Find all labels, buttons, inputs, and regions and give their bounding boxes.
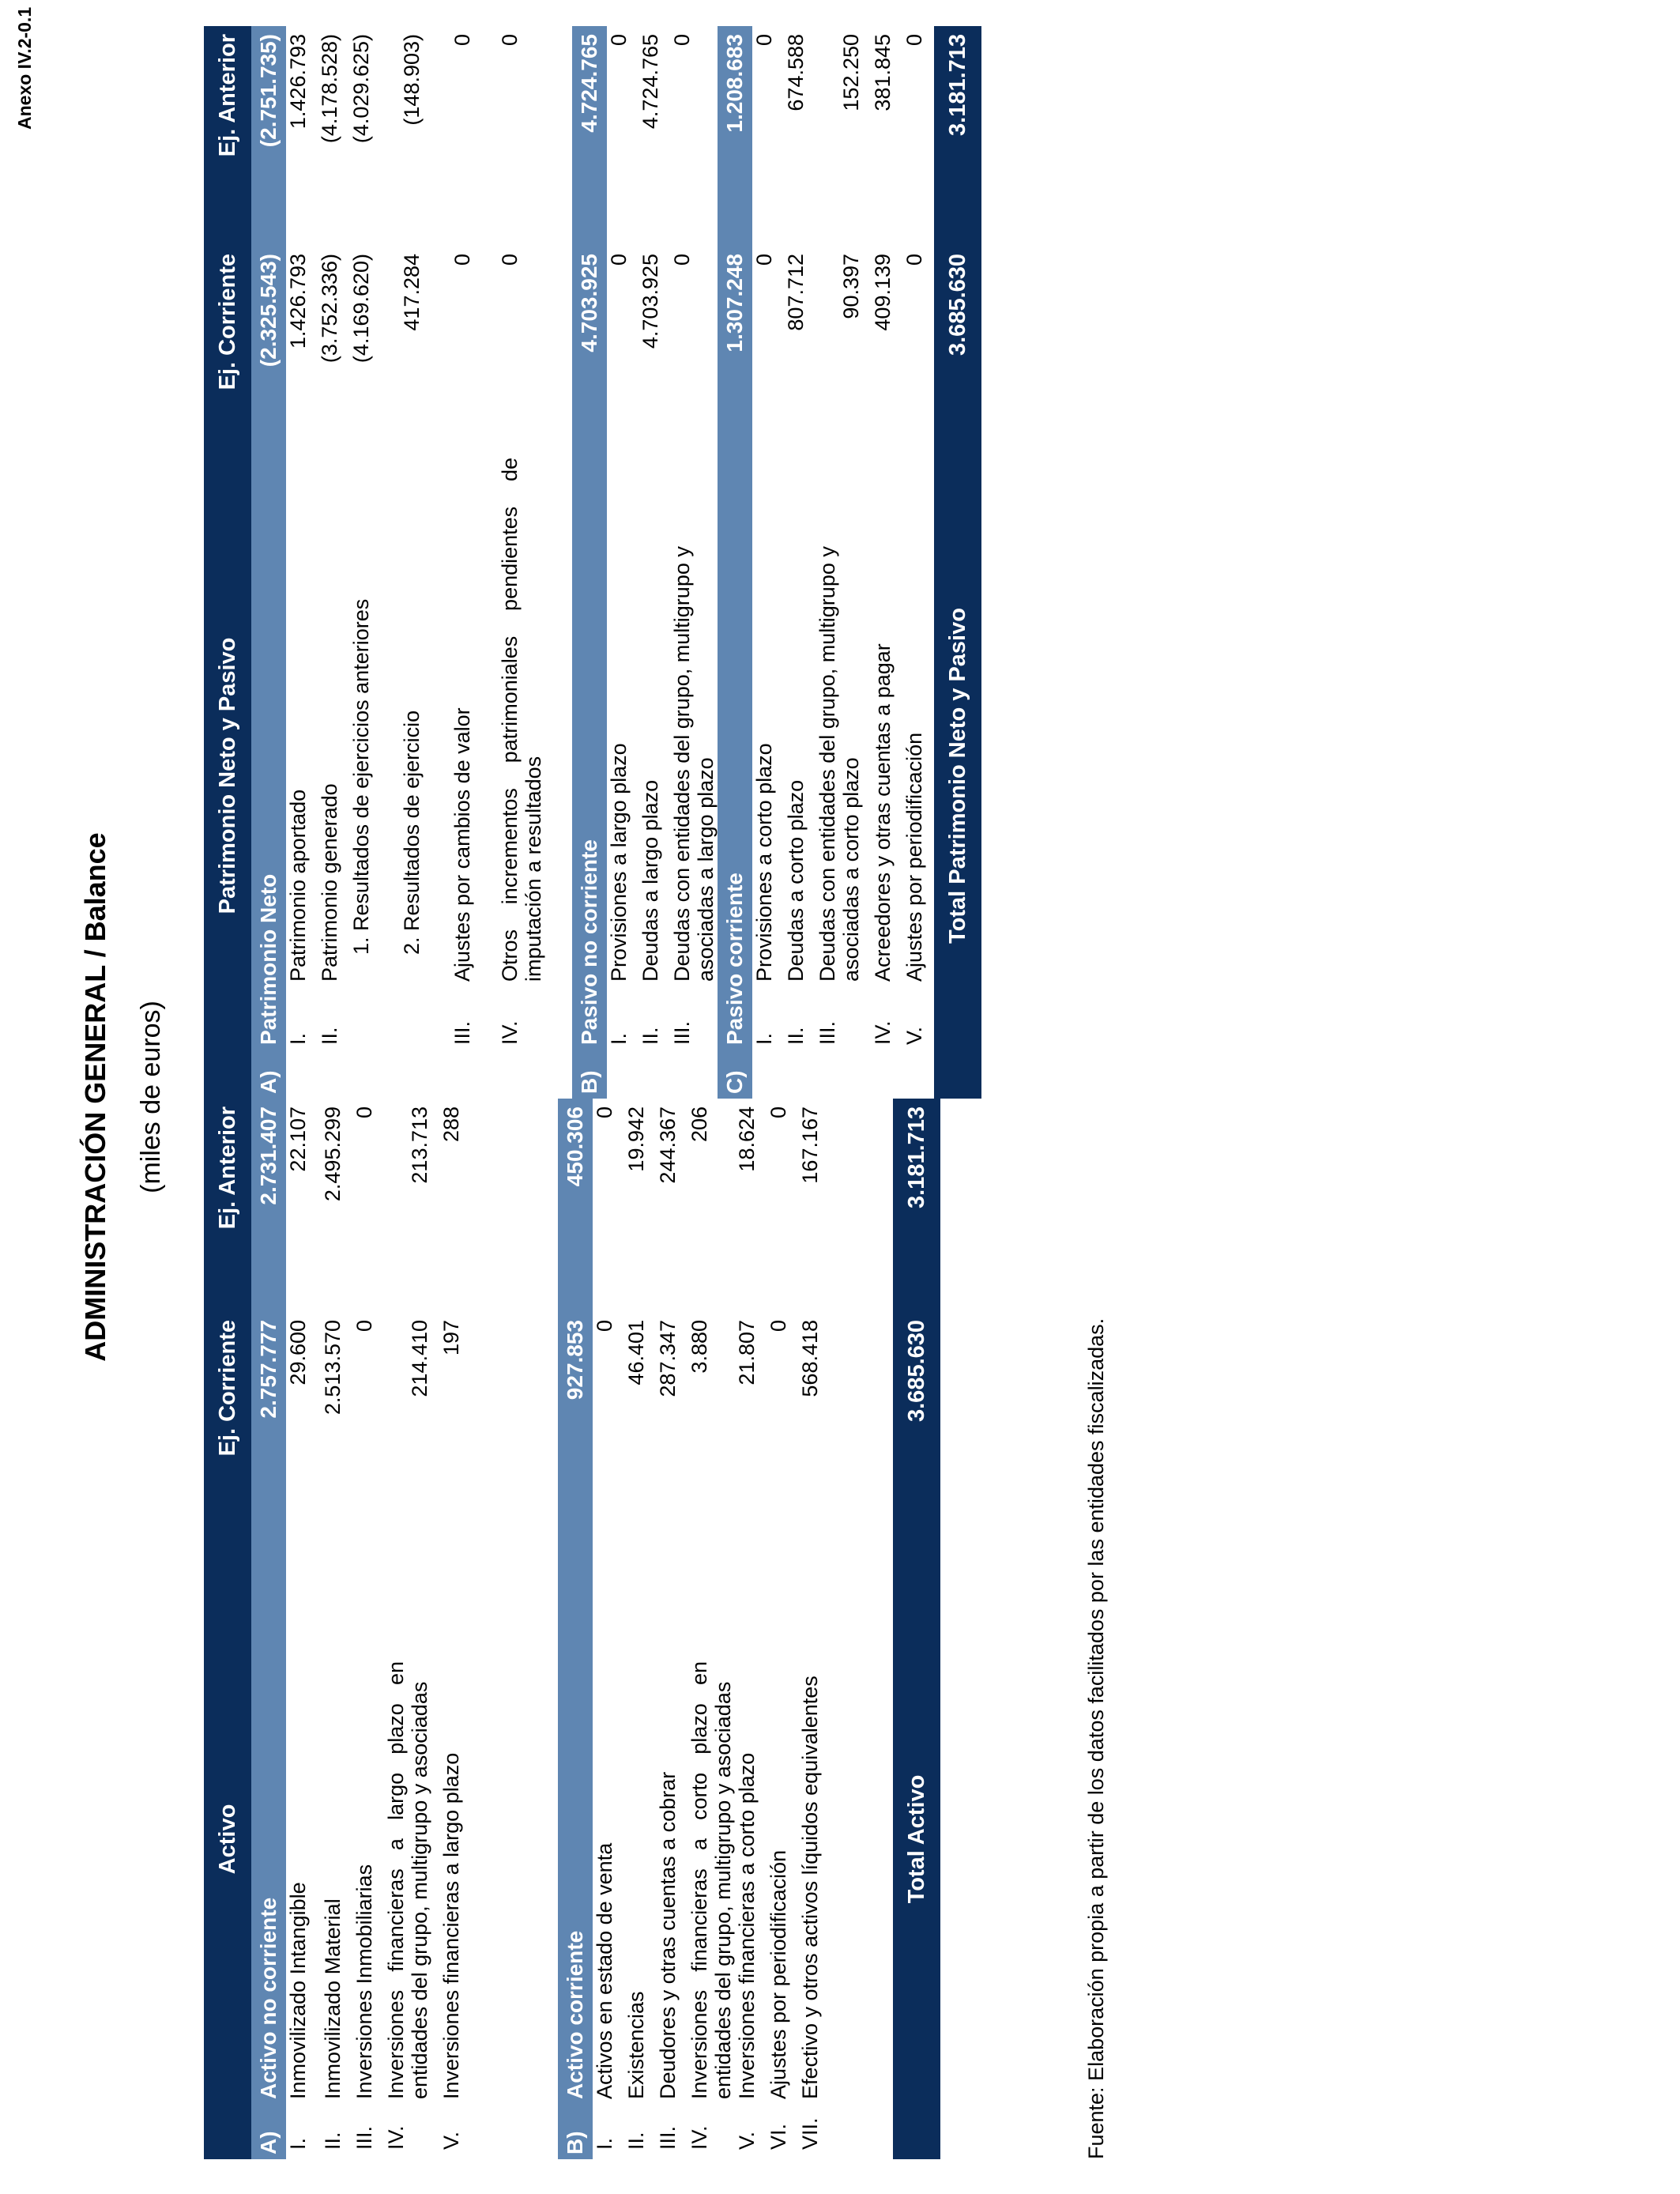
row-num: V.	[439, 2131, 463, 2150]
table-row	[687, 1099, 735, 2159]
section-cur: (2.325.543)	[251, 246, 286, 453]
row-cur: 417.284	[400, 253, 424, 331]
section-cur: 1.307.248	[718, 246, 752, 453]
row-cur: 29.600	[286, 1319, 310, 1385]
row-label: Inversiones Inmobiliarias	[352, 1864, 376, 2099]
row-prev: 674.588	[784, 33, 808, 111]
row-cur: 1.426.793	[286, 253, 310, 349]
section-letter: B)	[558, 2104, 593, 2159]
row-label: Efectivo y otros activos líquidos equivalentes	[798, 1676, 822, 2099]
total-label: Total Patrimonio Neto y Pasivo	[934, 453, 981, 1099]
row-cur: 0	[352, 1319, 376, 1333]
row-prev: 18.624	[735, 1106, 759, 1172]
table-row	[593, 1099, 624, 2159]
row-prev: 22.107	[286, 1106, 310, 1172]
row-prev: 152.250	[839, 33, 863, 111]
row-num: IV.	[687, 2125, 711, 2150]
row-num: V.	[735, 2131, 759, 2150]
row-label: Inmovilizado Material	[321, 1898, 345, 2099]
row-prev: 213.713	[408, 1106, 431, 1184]
row-label: Deudas a corto plazo	[784, 779, 808, 982]
row-label: Activos en estado de venta	[593, 1842, 616, 2099]
row-cur: 287.347	[656, 1319, 680, 1397]
activo-table	[204, 1099, 940, 2159]
table-row	[381, 26, 431, 1099]
row-prev: 206	[687, 1106, 711, 1143]
row-cur: 2.513.570	[321, 1319, 345, 1416]
row-prev: (4.178.528)	[318, 33, 341, 144]
annex-label: Anexo IV.2-0.1	[14, 6, 35, 130]
section-prev: 2.731.407	[251, 1099, 286, 1312]
row-cur: 0	[752, 253, 776, 266]
row-label: Acreedores y otras cuentas a pagar	[871, 643, 895, 982]
row-label: Inmovilizado Intangible	[286, 1882, 310, 2099]
row-num: III.	[816, 1020, 839, 1045]
row-prev: 381.845	[871, 33, 895, 111]
table-row	[902, 26, 934, 1099]
row-label: Provisiones a largo plazo	[607, 743, 631, 982]
row-prev: 0	[607, 33, 631, 47]
row-label: 2. Resultados de ejercicio	[400, 710, 424, 955]
row-prev: 0	[670, 33, 694, 47]
row-prev: (148.903)	[400, 33, 424, 126]
section-label: Pasivo no corriente	[572, 453, 607, 1050]
table-row	[767, 1099, 798, 2159]
pasivo-table	[204, 26, 981, 1099]
total-prev: 3.181.713	[934, 26, 981, 246]
section-letter: C)	[718, 1050, 752, 1099]
table-row	[607, 26, 638, 1099]
row-num: II.	[321, 2132, 345, 2150]
row-prev: 19.942	[624, 1106, 648, 1172]
page-title: ADMINISTRACIÓN GENERAL / Balance	[79, 832, 111, 1362]
row-cur: (4.169.620)	[349, 253, 373, 364]
row-num: V.	[902, 1026, 926, 1045]
table-row	[286, 1099, 321, 2159]
row-label: Deudas con entidades del grupo, multigrupo y asociadas a largo plazo	[670, 546, 718, 982]
row-prev: 167.167	[798, 1106, 822, 1184]
activo-header-row	[204, 1099, 251, 2159]
row-cur: 46.401	[624, 1319, 648, 1385]
row-cur: 409.139	[871, 253, 895, 331]
section-cur: 2.757.777	[251, 1312, 286, 1519]
table-row	[656, 1099, 687, 2159]
source-note: Fuente: Elaboración propia a partir de los datos facilitados por las entidades fiscalizadas.	[1084, 1318, 1108, 2159]
section-prev: 450.306	[558, 1099, 593, 1312]
row-cur: 0	[498, 253, 522, 266]
section-cur: 927.853	[558, 1312, 593, 1519]
row-label: Inversiones financieras a largo plazo	[439, 1752, 463, 2099]
table-row	[871, 26, 902, 1099]
row-cur: 0	[902, 253, 926, 266]
table-row	[321, 1099, 352, 2159]
row-num: III.	[352, 2125, 376, 2150]
row-cur: 0	[767, 1319, 790, 1333]
table-row	[735, 1099, 767, 2159]
section-label: Pasivo corriente	[718, 453, 752, 1050]
row-cur: 0	[607, 253, 631, 266]
row-prev: 0	[752, 33, 776, 47]
total-row	[934, 26, 981, 1099]
table-row	[752, 26, 784, 1099]
row-prev: 1.426.793	[286, 33, 310, 130]
row-cur: 214.410	[408, 1319, 431, 1397]
table-row	[638, 26, 670, 1099]
section-prev: 4.724.765	[572, 26, 607, 246]
total-prev: 3.181.713	[893, 1099, 940, 1312]
table-row	[624, 1099, 656, 2159]
section-row	[558, 1099, 593, 2159]
row-num: IV.	[498, 1020, 522, 1045]
row-cur: 0	[670, 253, 694, 266]
row-cur: 197	[439, 1319, 463, 1356]
row-label: 1. Resultados de ejercicios anteriores	[349, 598, 373, 955]
section-row	[251, 26, 286, 1099]
total-cur: 3.685.630	[893, 1312, 940, 1519]
row-label: Ajustes por periodificación	[767, 1849, 790, 2099]
pasivo-header-cur: Ej. Corriente	[204, 246, 251, 453]
activo-header-label: Activo	[204, 1519, 251, 2159]
activo-header-prev: Ej. Anterior	[204, 1099, 251, 1312]
row-num: III.	[670, 1020, 694, 1045]
section-cur: 4.703.925	[572, 246, 607, 453]
row-label: Deudas a largo plazo	[638, 779, 662, 982]
row-cur: 4.703.925	[638, 253, 662, 349]
row-cur: 90.397	[839, 253, 863, 319]
spacer-row	[545, 26, 572, 1099]
row-cur: 568.418	[798, 1319, 822, 1397]
section-prev: (2.751.735)	[251, 26, 286, 246]
row-prev: 244.367	[656, 1106, 680, 1184]
row-num: III.	[656, 2125, 680, 2150]
table-row	[352, 1099, 384, 2159]
row-label: Patrimonio generado	[318, 783, 341, 982]
row-cur: 0	[450, 253, 474, 266]
row-cur: 0	[593, 1319, 616, 1333]
row-label: Existencias	[624, 1991, 648, 2099]
row-num: II.	[624, 2132, 648, 2150]
row-prev: 0	[593, 1106, 616, 1119]
page-subtitle: (miles de euros)	[136, 1001, 166, 1193]
row-label: Patrimonio aportado	[286, 789, 310, 982]
table-row	[384, 1099, 439, 2159]
pasivo-header-label: Patrimonio Neto y Pasivo	[204, 453, 251, 1099]
row-num: II.	[638, 1027, 662, 1045]
row-prev: 0	[902, 33, 926, 47]
row-label: Deudores y otras cuentas a cobrar	[656, 1771, 680, 2099]
table-row	[318, 26, 349, 1099]
row-num: VII.	[798, 2117, 822, 2150]
total-label: Total Activo	[893, 1519, 940, 2159]
spacer-row	[830, 1099, 893, 2159]
table-row	[784, 26, 816, 1099]
section-letter: A)	[251, 1050, 286, 1099]
row-prev: 0	[352, 1106, 376, 1119]
row-label: Provisiones a corto plazo	[752, 743, 776, 982]
row-label: Ajustes por cambios de valor	[450, 707, 474, 982]
row-num: II.	[318, 1027, 341, 1045]
table-row	[482, 26, 545, 1099]
row-num: IV.	[871, 1020, 895, 1045]
row-cur: 3.880	[687, 1319, 711, 1374]
section-row	[572, 26, 607, 1099]
row-num	[381, 986, 431, 1050]
table-row	[670, 26, 718, 1099]
row-label: Deudas con entidades del grupo, multigrupo y asociadas a corto plazo	[816, 546, 863, 982]
row-prev: (4.029.625)	[349, 33, 373, 144]
row-num: IV.	[384, 2125, 408, 2150]
row-label: Inversiones financieras a corto plazo en entidades del grupo, multigrupo y asociadas	[687, 1661, 735, 2099]
section-label: Patrimonio Neto	[251, 453, 286, 1050]
row-num: I.	[593, 2137, 616, 2150]
row-num: I.	[607, 1032, 631, 1045]
table-row	[439, 1099, 471, 2159]
row-num: VI.	[767, 2123, 790, 2150]
table-row	[798, 1099, 830, 2159]
table-row	[816, 26, 871, 1099]
row-prev: 2.495.299	[321, 1106, 345, 1202]
table-row	[431, 26, 482, 1099]
row-prev: 0	[450, 33, 474, 47]
pasivo-header-row	[204, 26, 251, 1099]
section-label: Activo corriente	[558, 1519, 593, 2104]
total-row	[893, 1099, 940, 2159]
activo-header-cur: Ej. Corriente	[204, 1312, 251, 1519]
section-letter: A)	[251, 2104, 286, 2159]
row-label: Otros incrementos patrimoniales pendientes de imputación a resultados	[498, 457, 545, 982]
section-prev: 1.208.683	[718, 26, 752, 246]
section-letter: B)	[572, 1050, 607, 1099]
total-cur: 3.685.630	[934, 246, 981, 453]
row-num	[349, 986, 381, 1050]
row-prev: 4.724.765	[638, 33, 662, 130]
row-num: I.	[286, 1032, 310, 1045]
row-prev: 288	[439, 1106, 463, 1143]
row-label: Ajustes por periodificación	[902, 732, 926, 982]
table-row	[349, 26, 381, 1099]
section-label: Activo no corriente	[251, 1519, 286, 2104]
row-cur: 21.807	[735, 1319, 759, 1385]
row-num: I.	[752, 1032, 776, 1045]
row-num: I.	[286, 2137, 310, 2150]
table-row	[286, 26, 318, 1099]
row-cur: (3.752.336)	[318, 253, 341, 364]
section-row	[718, 26, 752, 1099]
section-row	[251, 1099, 286, 2159]
row-label: Inversiones financieras a corto plazo	[735, 1752, 759, 2099]
row-num: III.	[450, 1020, 474, 1045]
row-label: Inversiones financieras a largo plazo en entidades del grupo, multigrupo y asociadas	[384, 1661, 431, 2099]
pasivo-header-prev: Ej. Anterior	[204, 26, 251, 246]
row-prev: 0	[498, 33, 522, 47]
row-prev: 0	[767, 1106, 790, 1119]
spacer-row	[471, 1099, 558, 2159]
row-cur: 807.712	[784, 253, 808, 331]
row-num: II.	[784, 1027, 808, 1045]
